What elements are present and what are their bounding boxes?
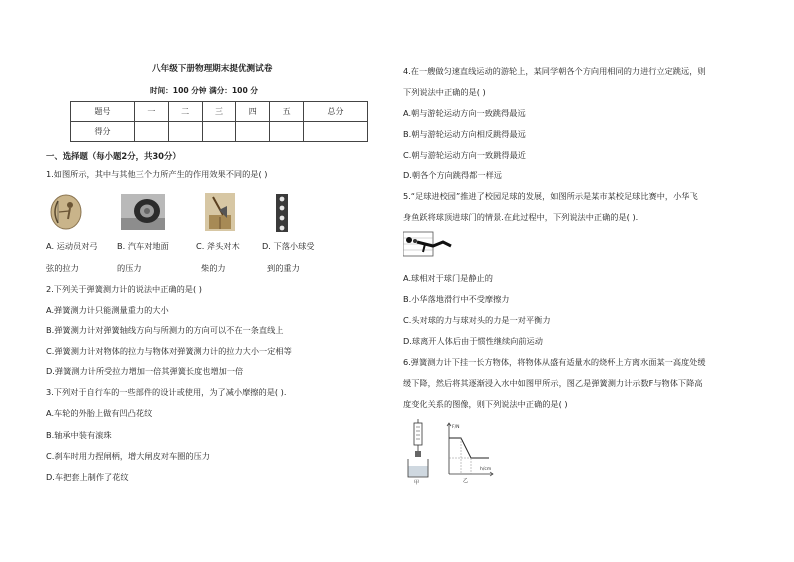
question-3-option-d: D.车把套上制作了花纹 (46, 472, 129, 482)
question-3-option-b: B.轴承中装有滚珠 (46, 430, 112, 440)
table-cell: 三 (202, 102, 236, 122)
question-5-option-a: A.球相对于球门是静止的 (403, 273, 493, 283)
axe-chopping-image (205, 193, 235, 231)
question-5-option-d: D.球离开人体后由于惯性继续向前运动 (403, 336, 543, 346)
option-c-line1: C. 斧头对木 (196, 241, 240, 251)
score-cell[interactable] (134, 122, 168, 142)
score-cell[interactable] (202, 122, 236, 142)
figure-jia-label: 甲 (414, 480, 420, 486)
question-4-option-b: B.朝与游轮运动方向相反跳得最远 (403, 129, 526, 139)
table-cell: 五 (270, 102, 304, 122)
question-6-stem-line3: 度变化关系的图像，则下列说法中正确的是( ) (403, 399, 568, 409)
question-2-stem: 2.下列关于弹簧测力计的说法中正确的是( ) (46, 284, 202, 294)
question-5-stem-line1: 5.“足球进校园”推进了校园足球的发展，如图所示是某市某校足球比赛中，小华飞 (403, 191, 698, 201)
paper-title: 八年级下册物理期末提优测试卷 (152, 64, 273, 74)
car-tire-image (121, 194, 165, 230)
question-2-option-d: D.弹簧测力计所受拉力增加一倍其弹簧长度也增加一倍 (46, 366, 244, 376)
question-2-option-a: A.弹簧测力计只能测量重力的大小 (46, 305, 169, 315)
table-cell: 二 (168, 102, 202, 122)
question-4-option-a: A.朝与游轮运动方向一致跳得最远 (403, 108, 526, 118)
question-3-option-c: C.刹车时用力捏闸柄，增大闸皮对车圈的压力 (46, 451, 210, 461)
spring-scale-beaker-figure (405, 419, 431, 485)
exam-info: 时间：100 分钟 满分：100 分 (150, 86, 258, 95)
question-3-option-a: A.车轮的外胎上做有凹凸花纹 (46, 408, 153, 418)
option-a-line1: A. 运动员对弓 (46, 241, 98, 251)
question-4-option-c: C.朝与游轮运动方向一致跳得最近 (403, 150, 526, 160)
graph-y-axis-label: F/N (452, 425, 460, 430)
graph-x-axis-label: h/cm (480, 467, 492, 472)
score-cell[interactable] (304, 122, 368, 142)
archer-image (48, 193, 84, 231)
score-table (70, 101, 368, 142)
table-cell: 总分 (304, 102, 368, 122)
question-2-option-c: C.弹簧测力计对物体的拉力与物体对弹簧测力计的拉力大小一定相等 (46, 346, 292, 356)
question-4-stem-line1: 4.在一艘做匀速直线运动的游轮上，某同学朝各个方向用相同的力进行立定跳远，则 (403, 66, 706, 76)
question-5-option-c: C.头对球的力与球对头的力是一对平衡力 (403, 315, 551, 325)
question-6-stem-line2: 缓下降，然后将其逐渐浸入水中如图甲所示，图乙是弹簧测力计示数F与物体下降高 (403, 378, 703, 388)
figure-yi-label: 乙 (463, 478, 469, 484)
score-cell[interactable] (168, 122, 202, 142)
falling-ball-image (276, 194, 288, 232)
option-c-line2: 柴的力 (201, 263, 226, 273)
force-height-graph (443, 420, 495, 480)
table-cell: 得分 (71, 122, 135, 142)
question-4-option-d: D.朝各个方向跳得都一样远 (403, 170, 502, 180)
option-a-line2: 弦的拉力 (46, 263, 79, 273)
question-6-stem-line1: 6.弹簧测力计下挂一长方物体，将物体从盛有适量水的烧杯上方离水面某一高度处缓 (403, 357, 706, 367)
question-5-stem-line2: 身鱼跃将球顶进球门的情景.在此过程中，下列说法中正确的是( ). (403, 212, 639, 222)
question-1-stem: 1.如图所示，其中与其他三个力所产生的作用效果不同的是( ) (46, 169, 268, 179)
option-b-line1: B. 汽车对地面 (117, 241, 169, 251)
table-cell: 四 (236, 102, 270, 122)
option-b-line2: 的压力 (117, 263, 142, 273)
option-d-line1: D. 下落小球受 (262, 241, 315, 251)
diving-header-image (403, 230, 457, 258)
score-cell[interactable] (270, 122, 304, 142)
question-5-option-b: B.小华落地滑行中不受摩擦力 (403, 294, 510, 304)
question-2-option-b: B.弹簧测力计对弹簧轴线方向与所测力的方向可以不在一条直线上 (46, 325, 284, 335)
score-cell[interactable] (236, 122, 270, 142)
option-d-line2: 到的重力 (267, 263, 300, 273)
score-table-header-row (71, 102, 368, 122)
table-cell: 一 (134, 102, 168, 122)
question-3-stem: 3.下列对于自行车的一些部件的设计或使用，为了减小摩擦的是( ). (46, 387, 287, 397)
section-heading: 一、选择题（每小题2分，共30分） (46, 151, 181, 161)
score-table-score-row (71, 122, 368, 142)
question-4-stem-line2: 下列说法中正确的是( ) (403, 87, 486, 97)
table-cell: 题号 (71, 102, 135, 122)
